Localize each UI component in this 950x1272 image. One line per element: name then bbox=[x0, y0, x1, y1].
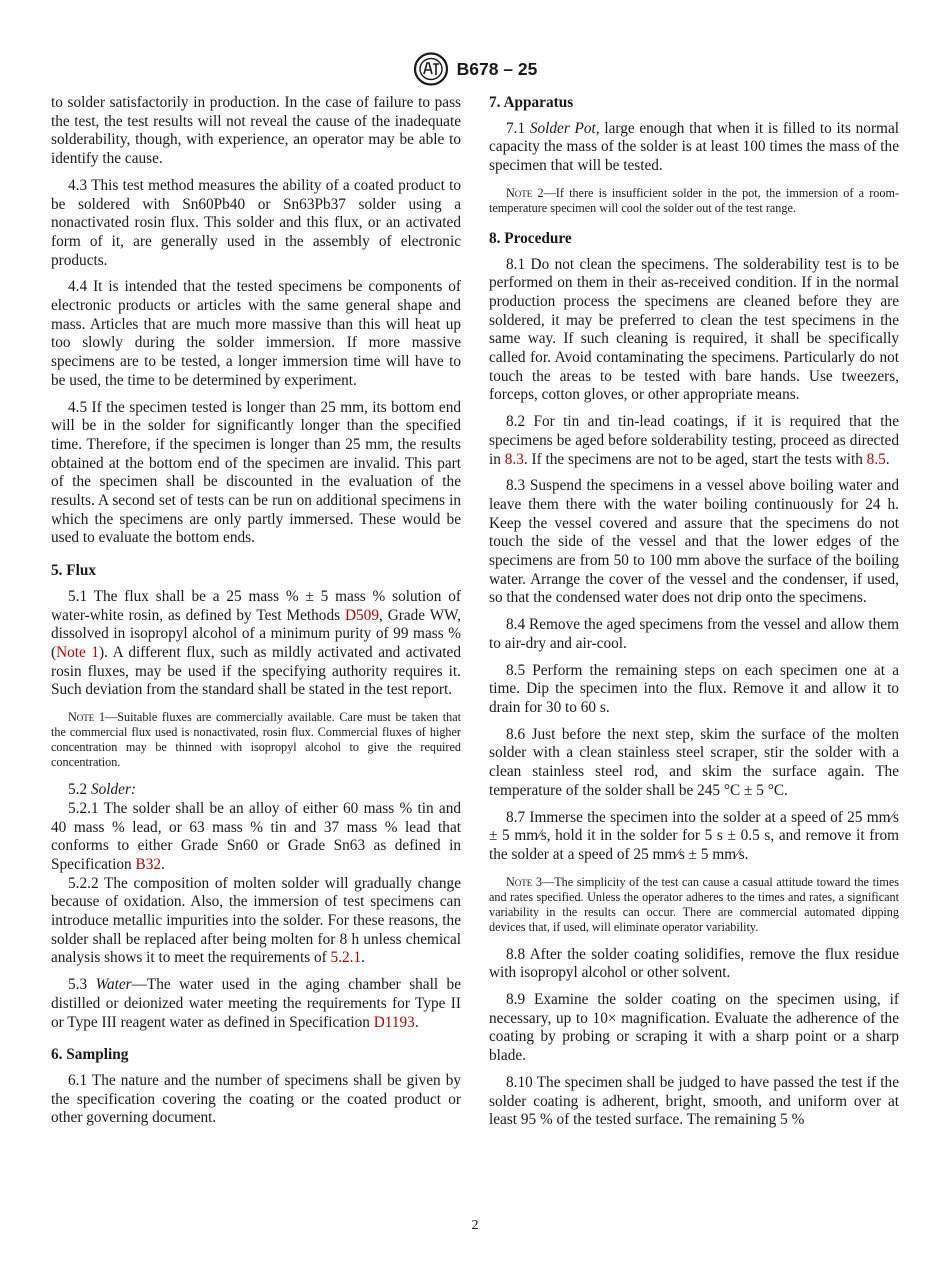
paragraph-8-10: 8.10 The specimen shall be judged to have passed the test if the solder coating is adherent, bright, smooth, and uniform over at least 95 % of the tested surface. The remaining 5 % bbox=[489, 1073, 899, 1129]
link-8-3[interactable]: 8.3 bbox=[504, 450, 524, 468]
paragraph-4-4: 4.4 It is intended that the tested specimens be components of electronic products or articles with the same general shape and mass. Articles that are much more massive than this will heat up too slowly during the solder immersion. If more massive specimens are to be tested, a longer immersion time will have to be used, the time to be determined by experiment. bbox=[51, 278, 461, 389]
link-5-2-1[interactable]: 5.2.1 bbox=[330, 949, 362, 967]
paragraph-8-5: 8.5 Perform the remaining steps on each specimen one at a time. Dip the specimen into the flux. Remove it and allow it to drain for 30 to 60 s. bbox=[489, 661, 899, 716]
note-1 bbox=[51, 710, 461, 770]
text-run: . bbox=[885, 450, 890, 468]
clause-number: 7.1 bbox=[506, 119, 526, 137]
paragraph-8-3: 8.3 Suspend the specimens in a vessel above boiling water and leave them there with the water boiling continuously for 24 h. Keep the vessel covered and assure that the specimens do not touch the side of the vessel and that the lower edges of the specimens are from 50 to 100 mm above the surface of the boiling water. Arrange the cover of the vessel and the condenser, if used, so that the condensed water does not drip onto the specimens. bbox=[489, 477, 899, 607]
text-run: , Grade WW, dissolved in isopropyl alcohol of a minimum purity of 99 mass % ( bbox=[51, 606, 461, 661]
paragraph-8-7: 8.7 Immerse the specimen into the solder at a speed of 25 mm⁄s ± 5 mm⁄s, hold it in the solder for 5 s ± 0.5 s, and remove it from the solder at a speed of 25 mm⁄s ± 5 mm⁄s. bbox=[489, 808, 899, 863]
section-7-heading: 7. Apparatus bbox=[489, 94, 574, 111]
section-5-heading: 5. Flux bbox=[51, 562, 97, 580]
document-id: B678 – 25 bbox=[456, 58, 538, 79]
link-8-5[interactable]: 8.5 bbox=[866, 450, 886, 468]
note-label: Note 1 bbox=[68, 710, 106, 725]
text-run: 8.2 For tin and tin-lead coatings, if it is required that the specimens be aged before solderability testing, proceed as directed in bbox=[489, 413, 899, 468]
text-run: large enough that when it is filled to its normal capacity the mass of the solder is at least 100 times the mass of the specimen that will be tested. bbox=[489, 119, 899, 175]
clause-number: 5.2 bbox=[68, 781, 88, 799]
note-text: —If there is insufficient solder in the pot, the immersion of a room-temperature specimen will cool the solder out of the test range. bbox=[489, 185, 899, 215]
paragraph-8-4: 8.4 Remove the aged specimens from the vessel and allow them to air-dry and air-cool. bbox=[489, 616, 899, 652]
clause-title: Water bbox=[95, 976, 132, 994]
paragraph-6-1: 6.1 The nature and the number of specimens shall be given by the specification covering the coating or the coated product or other governing document. bbox=[51, 1071, 461, 1127]
note-label: Note 2 bbox=[506, 185, 544, 200]
paragraph-4-2-continued: to solder satisfactorily in production. In the case of failure to pass the test, the test results will not reveal the cause of the inadequate solderability, though, with experience, an operator may be able to identify the cause. bbox=[51, 94, 461, 168]
link-b32[interactable]: B32 bbox=[135, 855, 162, 873]
paragraph-8-8: 8.8 After the solder coating solidifies, remove the flux residue with isopropyl alcohol or other solvent. bbox=[489, 945, 899, 982]
note-label: Note 3 bbox=[506, 874, 543, 889]
paragraph-8-6: 8.6 Just before the next step, skim the surface of the molten solder with a clean stainless steel scraper, stir the solder with a clean stainless steel rod, and skim the surface again. The temperature of the solder shall be 245 °C ± 5 °C. bbox=[489, 725, 899, 799]
note-2 bbox=[489, 186, 899, 216]
paragraph-8-9: 8.9 Examine the solder coating on the specimen using, if necessary, up to 10× magnification. Evaluate the adherence of the coating by probing or scraping it with a sharp point or a sharp blade. bbox=[489, 991, 899, 1065]
paragraph-5-1 bbox=[51, 588, 461, 700]
note-3 bbox=[489, 875, 899, 935]
paragraph-5-3 bbox=[51, 976, 461, 1032]
link-d1193[interactable]: D1193 bbox=[373, 1013, 415, 1031]
text-run: 5.2.1 The solder shall be an alloy of either 60 mass % tin and 40 mass % lead, or 63 mass % tin and 37 mass % lead that conforms to either Grade Sn60 or Grade Sn63 as defined in Specification bbox=[51, 799, 461, 873]
paragraph-8-2 bbox=[489, 413, 899, 469]
text-run: . bbox=[161, 855, 165, 873]
text-run: . bbox=[361, 949, 365, 967]
section-6-heading: 6. Sampling bbox=[51, 1046, 129, 1064]
paragraph-7-1 bbox=[489, 120, 899, 176]
astm-logo-icon bbox=[413, 52, 449, 86]
note-text: —The simplicity of the test can cause a casual attitude toward the times and rates specified. Unless the operator adheres to the times and rates, a significant variability in the results can occur. There are commercial automated dipping devices that, if used, will eliminate operator variability. bbox=[489, 874, 899, 934]
paragraph-4-5: 4.5 If the specimen tested is longer than 25 mm, its bottom end will be in the solder for significantly longer than the specified time. Therefore, if the specimen is longer than 25 mm, the results obtained at the bottom end of the specimen are invalid. This part of the specimen shall be discounted in the evaluation of the results. A second set of tests can be run on additional specimens in which the specimens are only partly immersed. These would be used to evaluate the bottom ends. bbox=[51, 398, 461, 547]
note-text: —Suitable fluxes are commercially available. Care must be taken that the commercial flux used is nonactivated, rosin flux. Commercial fluxes of higher concentration may be thinned with isopropyl alcohol to give the required concentration. bbox=[51, 710, 461, 770]
text-run: ). A different flux, such as mildly activated and activated rosin fluxes, may be used if the specifying authority requires it. Such deviation from the standard shall be stated in the test report. bbox=[51, 643, 461, 699]
text-run: —The water used in the aging chamber shall be distilled or deionized water meeting the requirements for Type II or Type III reagent water as defined in Specification bbox=[51, 976, 461, 1031]
text-run: 5.1 The flux shall be a 25 mass % ± 5 mass % solution of water-white rosin, as defined by Test Methods bbox=[51, 587, 461, 624]
section-8-heading: 8. Procedure bbox=[489, 229, 572, 247]
paragraph-5-2-2 bbox=[51, 875, 461, 969]
clause-number: 5.3 bbox=[68, 976, 88, 994]
page-header bbox=[0, 52, 950, 86]
text-run: 5.2.2 The composition of molten solder will gradually change because of oxidation. Also, the immersion of test specimens can introduce metallic impurities into the solder. For these reasons, the solder shall be replaced after being molten for 8 h unless chemical analysis shows it to meet the requirements of bbox=[51, 874, 461, 967]
left-column bbox=[51, 94, 461, 1136]
link-d509[interactable]: D509 bbox=[344, 606, 379, 624]
paragraph-5-2-1 bbox=[51, 800, 461, 875]
page-number: 2 bbox=[471, 1218, 479, 1233]
text-run: . bbox=[414, 1013, 419, 1031]
clause-title: Solder: bbox=[90, 781, 136, 799]
paragraph-8-1: 8.1 Do not clean the specimens. The solderability test is to be performed on them in their as-received condition. If in the normal production process the specimens are cleaned before they are soldered, it may be preferred to clean the test specimens in the same way. If such cleaning is required, it shall be specifically called for. Avoid contaminating the specimens. Particularly do not touch the areas to be tested with bare hands. Use tweezers, forceps, cotton gloves, or other appropriate means. bbox=[489, 255, 899, 404]
paragraph-5-2 bbox=[51, 781, 461, 800]
text-run: . If the specimens are not to be aged, start the tests with bbox=[523, 450, 863, 468]
link-note-1[interactable]: Note 1 bbox=[56, 643, 100, 661]
paragraph-4-3: 4.3 This test method measures the ability of a coated product to be soldered with Sn60Pb40 or Sn63Pb37 solder using a nonactivated rosin flux. This solder and this flux, or an activated form of it, are generally used in the assembly of electronic products. bbox=[51, 176, 461, 269]
right-column bbox=[489, 94, 899, 1138]
clause-title: Solder Pot, bbox=[529, 119, 600, 137]
